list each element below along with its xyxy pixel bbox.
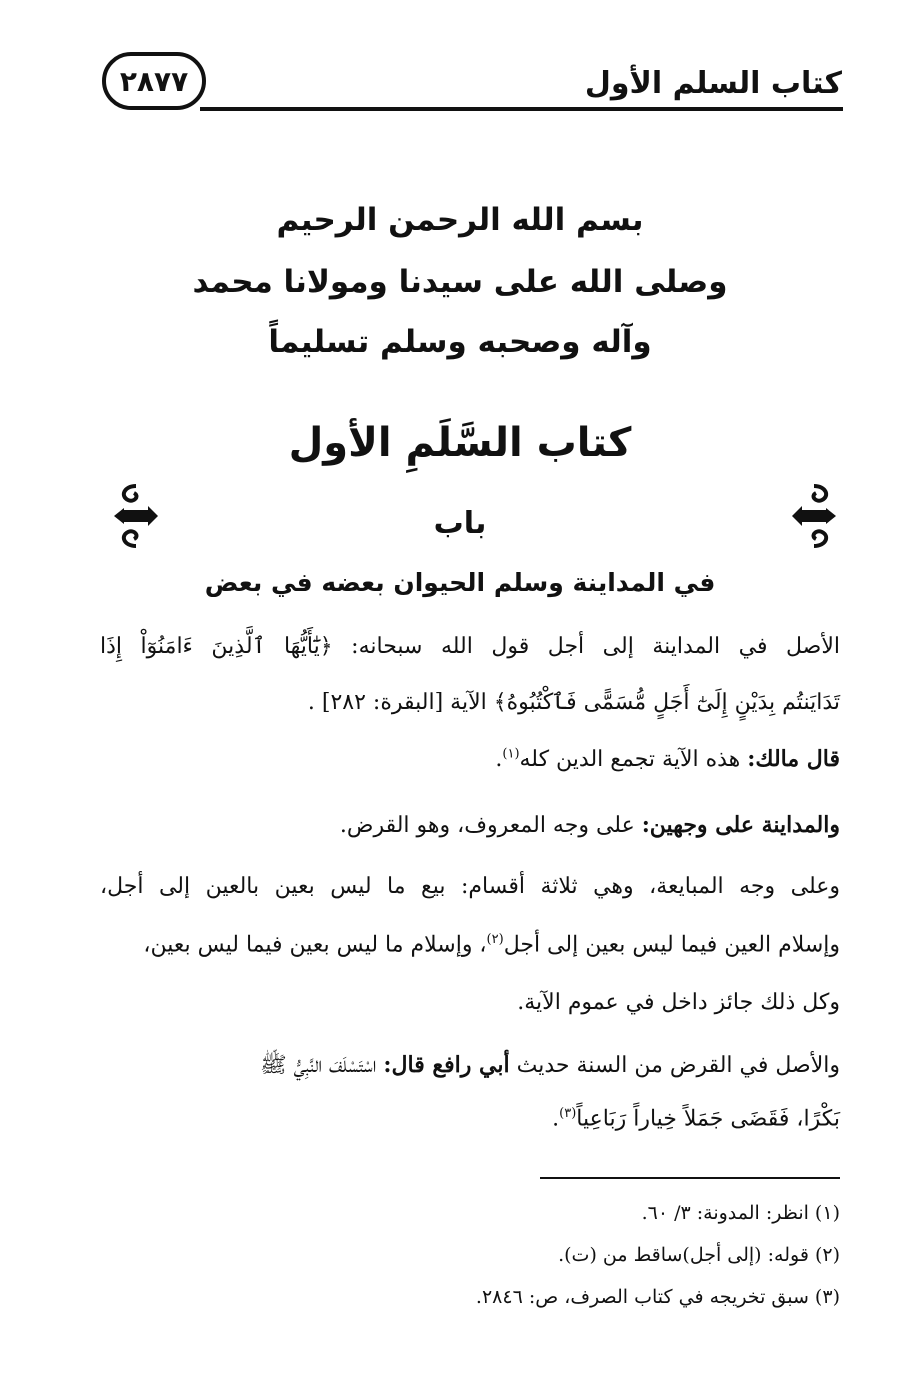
page-number: ٢٨٧٧ bbox=[102, 52, 206, 110]
footnote-rule bbox=[540, 1177, 840, 1179]
paragraph-text: ، وإسلام ما ليس بعين فيما ليس بعين، bbox=[143, 932, 487, 958]
paragraph-line: وكل ذلك جائز داخل في عموم الآية. bbox=[517, 990, 840, 1015]
term-bold: والمداينة على وجهين: bbox=[641, 812, 840, 838]
hadith-text: اسْتَسْلَفَ النَّبِيُّ ﷺ bbox=[260, 1053, 384, 1078]
paragraph-line bbox=[100, 746, 840, 773]
header-rule bbox=[200, 107, 843, 111]
punctuation: . bbox=[495, 747, 503, 772]
footnote-ref: (٢) bbox=[486, 932, 504, 947]
footnote: (٢) قوله: (إلى أجل)ساقط من (ت). bbox=[558, 1244, 840, 1266]
book-title: كتاب السَّلَمِ الأول bbox=[288, 420, 632, 466]
paragraph-line: وعلى وجه المبايعة، وهي ثلاثة أقسام: بيع ما ليس بعين بالعين إلى أجل، bbox=[100, 874, 840, 899]
paragraph-text: على وجه المعروف، وهو القرض. bbox=[339, 813, 642, 838]
paragraph-line: تَدَايَنتُم بِدَيْنٍ إِلَىٰٓ أَجَلٍ مُّسَمًّى فَٱكْتُبُوهُ﴾ الآية [البقرة: ٢٨٢] . bbox=[307, 690, 840, 715]
hadith-text: بَكْرًا، فَقَضَى جَمَلاً خِياراً رَبَاعِياً bbox=[576, 1106, 840, 1132]
paragraph-text: والأصل في القرض من السنة حديث bbox=[509, 1053, 840, 1078]
chapter-heading: في المداينة وسلم الحيوان بعضه في بعض bbox=[204, 568, 716, 597]
footnote-ref: (٣) bbox=[559, 1106, 577, 1121]
ornament-left-icon bbox=[110, 480, 162, 552]
speaker-name: قال مالك: bbox=[747, 746, 840, 772]
chapter-label: باب bbox=[433, 506, 487, 541]
paragraph-line: الأصل في المداينة إلى أجل قول الله سبحانه: ﴿يَٰٓأَيُّهَا ٱلَّذِينَ ءَامَنُوٓاْ إِذَا bbox=[100, 634, 840, 659]
narrator-name: أبي رافع قال: bbox=[383, 1052, 510, 1078]
paragraph-line bbox=[100, 932, 840, 959]
paragraph-line bbox=[100, 1052, 840, 1079]
ornament-right-icon bbox=[788, 480, 840, 552]
basmala: بسم الله الرحمن الرحيم bbox=[276, 202, 644, 238]
paragraph-line bbox=[100, 812, 840, 839]
footnote: (١) انظر: المدونة: ٣/ ٦٠. bbox=[641, 1202, 840, 1224]
footnote-ref: (١) bbox=[502, 746, 520, 762]
quote-text: هذه الآية تجمع الدين كله bbox=[519, 747, 748, 772]
paragraph-line bbox=[100, 1106, 840, 1133]
invocation-line-3: وآله وصحبه وسلم تسليماً bbox=[268, 324, 652, 360]
punctuation: . bbox=[552, 1106, 560, 1132]
invocation-line-2: وصلى الله على سيدنا ومولانا محمد bbox=[192, 264, 728, 300]
paragraph-text: وإسلام العين فيما ليس بعين إلى أجل bbox=[503, 932, 840, 958]
running-title: كتاب السلم الأول bbox=[584, 66, 842, 101]
footnote: (٣) سبق تخريجه في كتاب الصرف، ص: ٢٨٤٦. bbox=[475, 1286, 840, 1308]
